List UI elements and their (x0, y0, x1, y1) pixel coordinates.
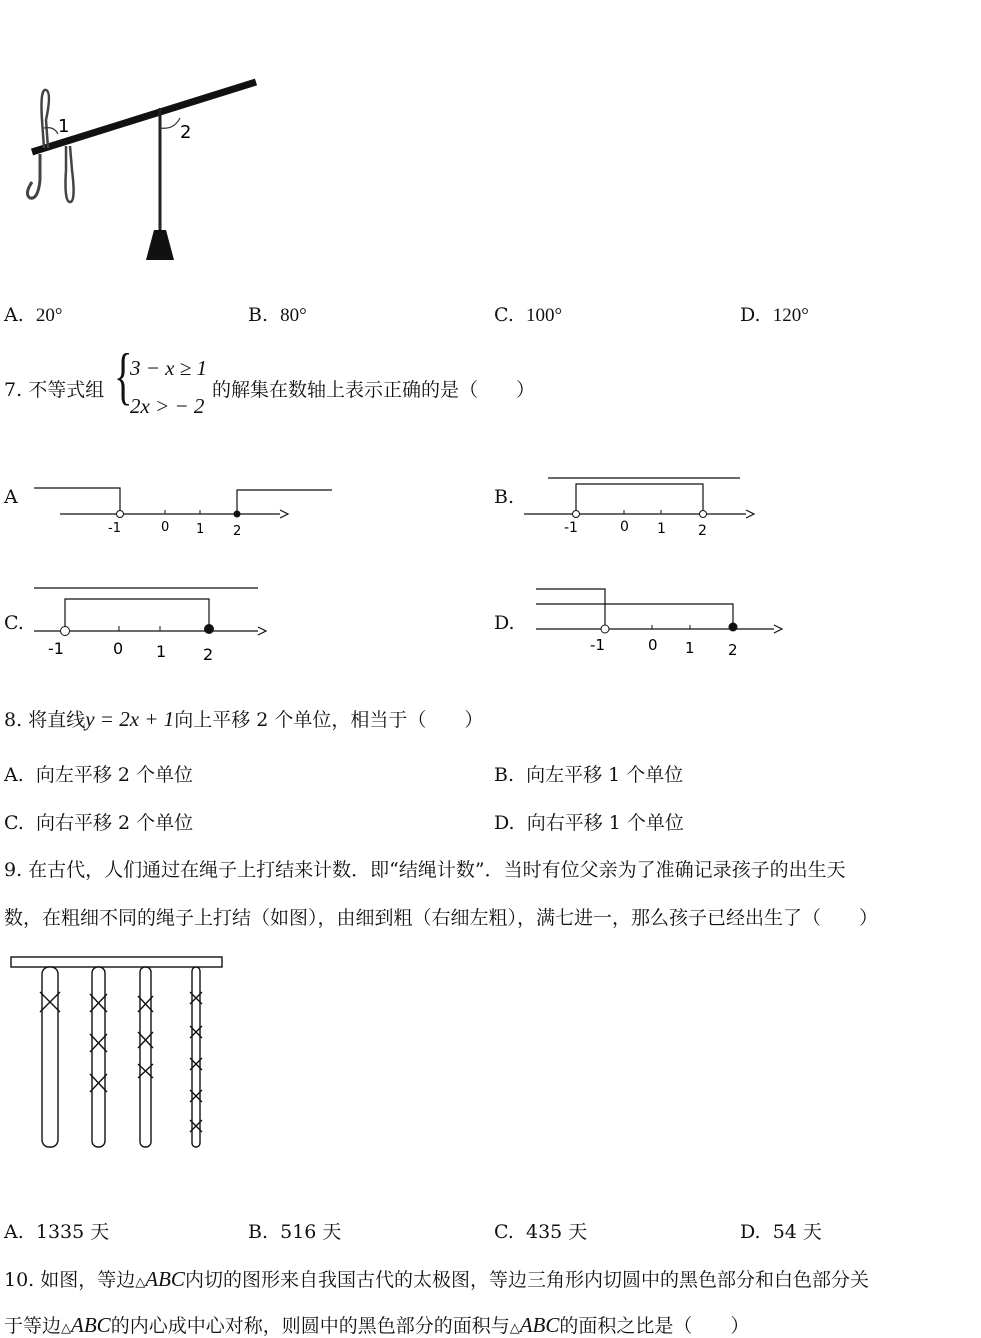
axis-arrow (280, 510, 288, 518)
q7-option-b-letter[interactable]: B. (494, 486, 515, 508)
tick-label: 1 (685, 639, 695, 657)
q7-option-c-numberline (30, 580, 280, 666)
q7-question: 的解集在数轴上表示正确的是（ ） (212, 379, 536, 401)
tick-label: 1 (156, 642, 167, 661)
open-point (117, 511, 124, 518)
q8-option-d[interactable]: D. 向右平移 1 个单位 (494, 812, 684, 834)
tick-label: 1 (196, 522, 205, 537)
q7-brace: { (114, 340, 133, 411)
axis-arrow (746, 510, 754, 518)
angle-2-label: 2 (180, 122, 192, 143)
angle-2-arc (160, 118, 180, 128)
q10-stem-line-1: 10. 如图，等边△ABC内切的图形来自我国古代的太极图，等边三角形内切圆中的黑色部分和白色部分关 (4, 1267, 869, 1291)
tick-label: -1 (564, 520, 578, 536)
q9-option-b[interactable]: B. 516 天 (248, 1221, 342, 1243)
q7-option-a-numberline (30, 480, 340, 540)
closed-point (729, 623, 738, 632)
q8-option-b[interactable]: B. 向左平移 1 个单位 (494, 764, 684, 786)
tick-label: 2 (233, 524, 242, 539)
steelyard-figure (20, 70, 280, 270)
tick-label: 2 (728, 641, 738, 659)
open-point-2 (700, 511, 707, 518)
tick-label: 0 (620, 519, 629, 535)
open-point (573, 511, 580, 518)
tick-label: 0 (113, 639, 124, 658)
q9-stem-line-1: 9. 在古代，人们通过在绳子上打结来计数．即“结绳计数”．当时有位父亲为了准确记录孩子的出生天 (4, 859, 846, 881)
ray-left (34, 488, 120, 512)
bracket (536, 604, 733, 626)
lower-loop (66, 146, 74, 202)
axis-arrow (774, 625, 782, 633)
q7-inequality-2: 2x > − 2 (130, 394, 205, 418)
q7-option-c-letter[interactable]: C. (4, 612, 24, 634)
q7-stem: 7. 不等式组 (4, 379, 105, 401)
open-point (61, 627, 70, 636)
q9-option-d[interactable]: D. 54 天 (740, 1221, 822, 1243)
upper-loop (42, 90, 50, 148)
ray-right (237, 490, 332, 511)
q10-stem-line-2: 于等边△ABC的内心成中心对称，则圆中的黑色部分的面积与△ABC的面积之比是（ ） (4, 1313, 750, 1337)
q9-stem-line-2: 数，在粗细不同的绳子上打结（如图），由细到粗（右细左粗），满七进一，那么孩子已经出生了（ ） (4, 907, 879, 929)
q7-inequality-1: 3 − x ≥ 1 (130, 356, 208, 380)
q8-option-c[interactable]: C. 向右平移 2 个单位 (4, 812, 194, 834)
closed-point (234, 511, 241, 518)
tick-label: 2 (203, 645, 214, 664)
q6-option-c[interactable]: C. 100° (494, 304, 563, 326)
q6-option-a[interactable]: A. 20° (4, 304, 63, 326)
q7-option-d-letter[interactable]: D. (494, 612, 515, 634)
q9-option-a[interactable]: A. 1335 天 (4, 1221, 110, 1243)
axis-arrow (258, 627, 266, 635)
rope-4 (192, 967, 200, 1147)
q8-stem: 8. 将直线y = 2x + 1向上平移 2 个单位，相当于（ ） (4, 707, 484, 731)
tick-label: 2 (698, 523, 707, 539)
q7-option-d-numberline (530, 580, 790, 660)
knot-rope-figure (8, 954, 228, 1154)
hook (27, 154, 40, 198)
rope-3 (140, 967, 151, 1147)
tick-label: 1 (657, 521, 666, 537)
q7-option-b-numberline (520, 470, 770, 540)
tick-label: -1 (48, 639, 64, 658)
rope-1 (42, 967, 58, 1147)
top-bar (11, 957, 222, 967)
tick-label: 0 (161, 520, 170, 535)
tick-label: 0 (648, 636, 658, 654)
q9-option-c[interactable]: C. 435 天 (494, 1221, 588, 1243)
rope-2 (92, 967, 105, 1147)
bracket (576, 484, 703, 511)
tick-label: -1 (590, 636, 605, 654)
angle-1-label: 1 (58, 116, 70, 137)
tick-label: -1 (108, 521, 121, 536)
q8-expression: y = 2x + 1 (85, 707, 175, 731)
q6-option-b[interactable]: B. 80° (248, 304, 307, 326)
closed-point (204, 624, 214, 634)
q6-option-d[interactable]: D. 120° (740, 304, 809, 326)
bracket (65, 599, 209, 628)
weight (146, 230, 174, 260)
open-point (601, 625, 609, 633)
q7-option-a-letter[interactable]: A (4, 486, 18, 508)
ray-left (536, 589, 605, 626)
q8-option-a[interactable]: A. 向左平移 2 个单位 (4, 764, 194, 786)
